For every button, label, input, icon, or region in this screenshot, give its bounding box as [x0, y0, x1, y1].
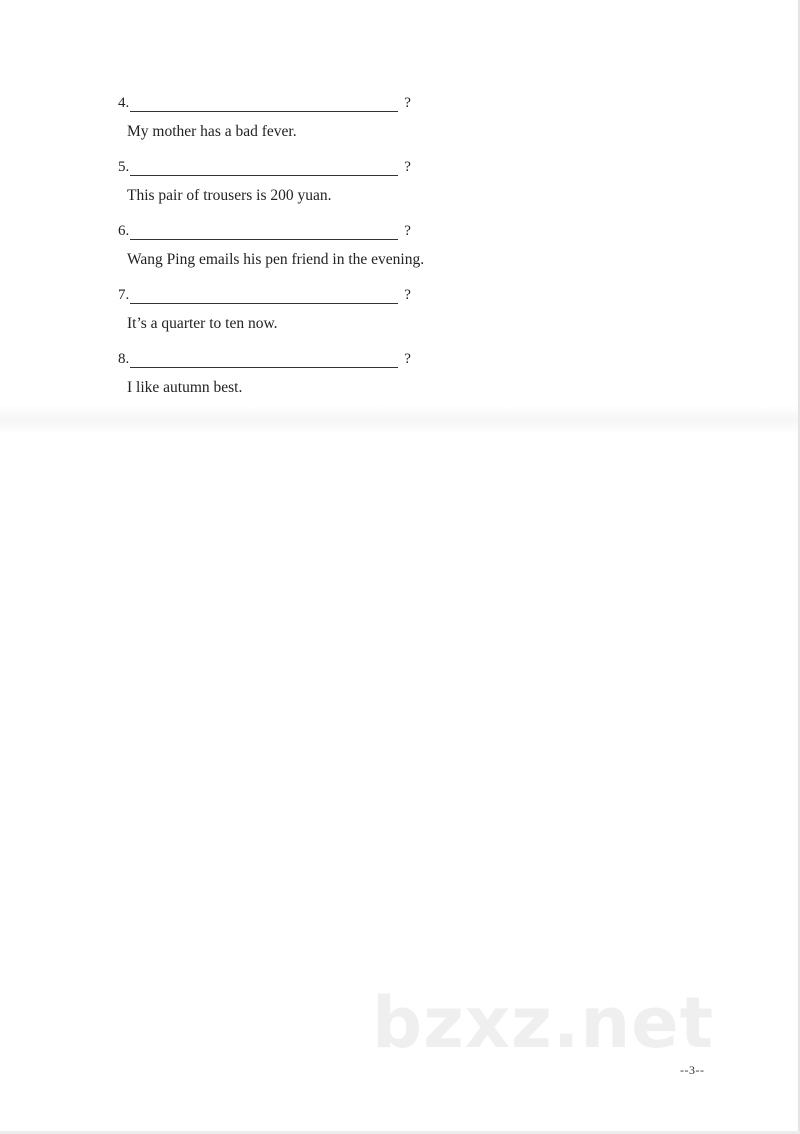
question-number: 7. [118, 287, 130, 303]
page-number: --3-- [680, 1063, 705, 1077]
question-item [118, 344, 478, 408]
question-mark: ? [404, 159, 411, 175]
question-mark: ? [404, 351, 411, 367]
given-answer: This pair of trousers is 200 yuan. [127, 187, 332, 204]
given-answer: My mother has a bad fever. [127, 123, 297, 140]
question-line [118, 344, 478, 368]
question-item [118, 216, 478, 280]
question-item [118, 280, 478, 344]
question-line [118, 152, 478, 176]
question-mark: ? [404, 287, 411, 303]
question-number: 6. [118, 223, 130, 239]
question-mark: ? [404, 223, 411, 239]
answer-blank [130, 352, 398, 368]
question-number: 4. [118, 95, 130, 111]
question-line [118, 216, 478, 240]
given-answer: It’s a quarter to ten now. [127, 315, 278, 332]
question-number: 5. [118, 159, 130, 175]
watermark: bzxz.net [372, 982, 715, 1064]
answer-blank [130, 224, 398, 240]
question-list [118, 88, 478, 408]
question-line [118, 88, 478, 112]
answer-blank [130, 160, 398, 176]
question-item [118, 152, 478, 216]
given-answer: I like autumn best. [127, 379, 243, 396]
question-item [118, 88, 478, 152]
question-line [118, 280, 478, 304]
scan-band [0, 405, 798, 435]
question-mark: ? [404, 95, 411, 111]
answer-blank [130, 96, 398, 112]
question-number: 8. [118, 351, 130, 367]
given-answer: Wang Ping emails his pen friend in the evening. [127, 251, 425, 268]
answer-blank [130, 288, 398, 304]
